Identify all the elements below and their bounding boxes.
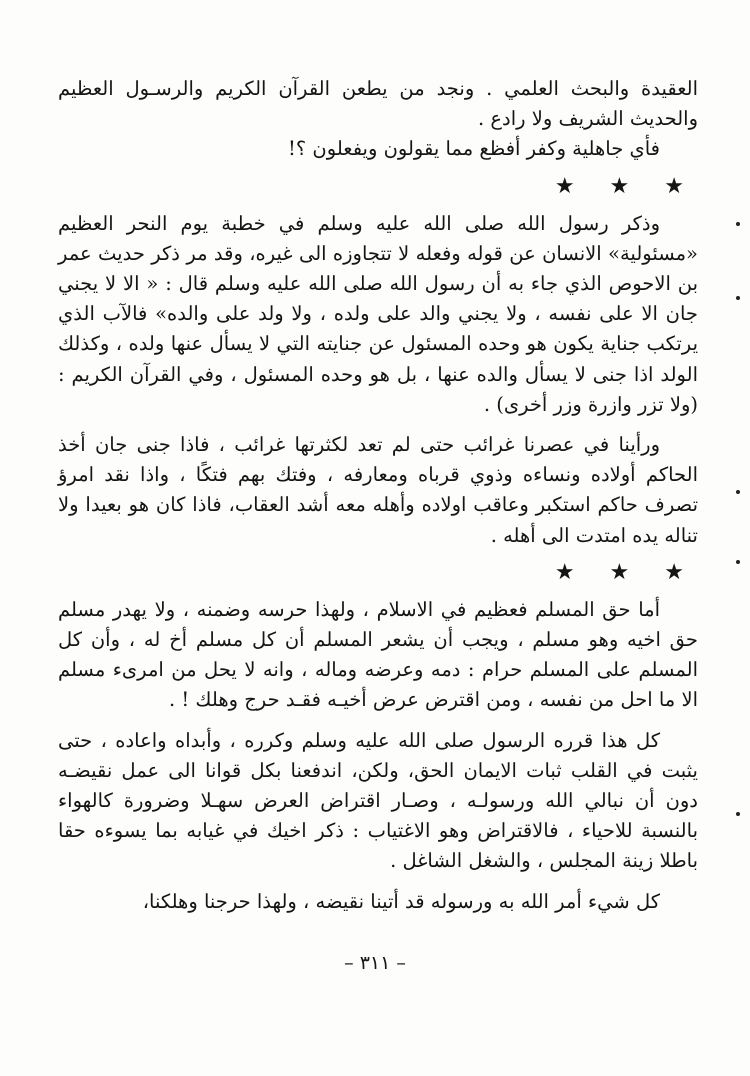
scan-speck [736,812,740,816]
scan-speck [736,222,740,226]
page-number: – ٣١١ – [344,952,406,974]
paragraph-3: وذكر رسول الله صلى الله عليه وسلم في خطبة يوم النحر العظيم «مسئولية» الانسان عن قوله وفعله لا تتجاوزه الى غيره، وقد مر ذكر حديث عمر بن الاحوص الذي جاء به أن رسول الله صلى الله عليه وسلم قال : « الا لا يجني جان الا على نفسه ، ولا يجني والد على ولده ، ولا ولد على والده» فالآب الذي يرتكب جناية يكون هو وحده المسئول عن جنايته التي لا يسأل عنها ولده ، وكذلك الولد اذا جنى لا يسأل والده عنها ، بل هو وحده المسئول ، وفي القرآن الكريم : (ولا تزر وازرة وزر أخرى) . [58,211,698,416]
paragraph-4: ورأينا في عصرنا غرائب حتى لم تعد لكثرتها غرائب ، فاذا جنى جان أخذ الحاكم أولاده ونساءه وذوي قرباه ومعارفه ، وفتك بهم فتكًا ، واذا نقد امرؤ تصرف حاكم استكبر وعاقب اولاده وأهله معه أشد العقاب، فاذا كان هو بعيدا ولا تناله يده امتدت الى أهله . [58,433,698,547]
section-separator-2: ★ ★ ★ [554,559,698,585]
scan-speck [736,560,740,564]
scan-speck [736,490,740,494]
paragraph-2: فأي جاهلية وكفر أفظع مما يقولون ويفعلون ؟! [288,137,660,161]
paragraph-7: كل شيء أمر الله به ورسوله قد أتينا نقيضه ، ولهذا حرجنا وهلكنا، [142,889,660,913]
paragraph-5: أما حق المسلم فعظيم في الاسلام ، ولهذا حرسه وضمنه ، ولا يهدر مسلم حق اخيه وهو مسلم ، ويجب أن يشعر المسلم أن كل مسلم أخ له ، وأن كل المسلم على المسلم حرام : دمه وعرضه وماله ، وانه لا يحل من امرىء مسلم الا ما احل من نفسه ، ومن اقترض عرض أخيـه فقـد حرج وهلك ! . [58,597,698,712]
page-body [58,74,698,917]
paragraph-6: كل هذا قرره الرسول صلى الله عليه وسلم وكرره ، وأبداه واعاده ، حتى يثبت في القلب ثبات الايمان الحق، ولكن، اندفعنا بكل قوانا الى عمل نقيضـه دون أن نبالي الله ورسولـه ، وصـار اقتراض العرض سهـلا وضرورة كالهواء بالنسبة للاحياء ، فالاقتراض وهو الاغتياب : ذكر اخيك في غيابه بما يسوءه حقا باطلا زينة المجلس ، والشغل الشاغل . [58,728,698,873]
paragraph-1: العقيدة والبحث العلمي . ونجد من يطعن القرآن الكريم والرسـول العظيم والحديث الشريف ولا رادع . [58,77,698,131]
scan-speck [736,296,740,300]
section-separator-1: ★ ★ ★ [554,173,698,199]
